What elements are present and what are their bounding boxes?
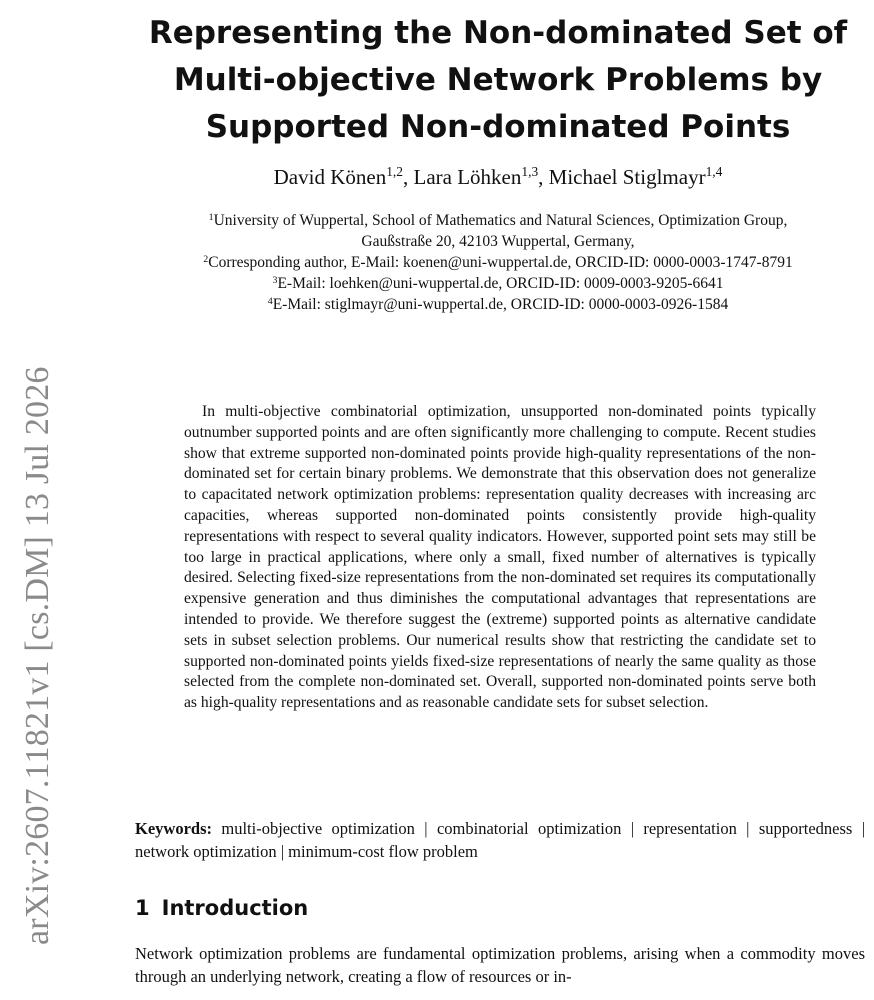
affiliation-marker: 2 [203, 253, 209, 265]
author-list [132, 162, 864, 192]
author-affiliation-marker: 1,4 [705, 164, 723, 180]
affiliation-text: Gaußstraße 20, 42103 Wuppertal, Germany, [361, 233, 635, 250]
introduction-paragraph: Network optimization problems are fundamental optimization problems, arising when a commodity moves through an underlying network, creating a flow of resources or in- [135, 944, 865, 986]
author-affiliation-marker: 1,3 [521, 164, 539, 180]
author-affiliation-marker: 1,2 [386, 164, 403, 180]
affiliation-line [132, 294, 864, 315]
author-name: Lara Löhken [413, 165, 522, 189]
keywords-label: Keywords: [135, 819, 212, 838]
affiliation-line [132, 231, 864, 252]
paper-title [132, 10, 864, 151]
keywords-block [135, 817, 865, 863]
affiliation-text: E-Mail: stiglmayr@uni-wuppertal.de, ORCID-ID: 0000-0003-0926-1584 [272, 296, 729, 313]
section-title: Introduction [161, 896, 309, 920]
author-name: Michael Stiglmayr [548, 165, 706, 189]
affiliation-line [132, 273, 864, 294]
keywords-text: multi-objective optimization | combinatorial optimization | representation | supportedness | network optimization | minimum-cost flow problem [135, 819, 865, 861]
affiliation-line [132, 210, 864, 231]
affiliation-text: University of Wuppertal, School of Mathematics and Natural Sciences, Optimization Group, [213, 212, 788, 229]
affiliation-text: E-Mail: loehken@uni-wuppertal.de, ORCID-ID: 0009-0003-9205-6641 [277, 275, 724, 292]
title-line-2: Multi-objective Network Problems by [173, 62, 823, 98]
affiliation-text: Corresponding author, E-Mail: koenen@uni-wuppertal.de, ORCID-ID: 0000-0003-1747-8791 [208, 254, 793, 271]
affiliation-line [132, 252, 864, 273]
affiliation-marker: 4 [267, 295, 273, 307]
section-heading-introduction [135, 893, 308, 923]
affiliation-marker: 3 [272, 274, 278, 286]
arxiv-identifier-stamp: arXiv:2607.11821v1 [cs.DM] 13 Jul 2026 [19, 366, 56, 945]
title-line-1: Representing the Non-dominated Set of [148, 15, 848, 51]
author-separator: , [403, 165, 414, 189]
author-name: David Könen [273, 165, 387, 189]
section-number: 1 [135, 896, 150, 920]
abstract-paragraph: In multi-objective combinatorial optimization, unsupported non-dominated points typically outnumber supported points and are often significantly more challenging to compute. Recent studies show that extreme supported non-dominated points provide high-quality representations of the non-dominated set for certain binary problems. We demonstrate that this observation does not generalize to capacitated network optimization problems: representation quality decreases with increasing arc capacities, whereas supported non-dominated points consistently provide high-quality representations with respect to several quality indicators. However, supported point sets may still be too large in practical applications, where only a small, fixed number of alternatives is typically desired. Selecting fixed-size representations from the non-dominated set requires its computationally expensive generation and thus diminishes the computational advantages that representations are intended to provide. We therefore suggest the (extreme) supported points as alternative candidate sets in subset selection problems. Our numerical results show that restricting the candidate set to supported non-dominated points yields fixed-size representations of nearly the same quality as those selected from the complete non-dominated set. Overall, supported non-dominated points serve both as high-quality representations and as reasonable candidate sets for subset selection. [184, 403, 816, 712]
author-separator: , [538, 165, 549, 189]
title-line-3: Supported Non-dominated Points [205, 109, 791, 145]
affiliation-marker: 1 [208, 211, 214, 223]
affiliations-block [132, 210, 864, 315]
